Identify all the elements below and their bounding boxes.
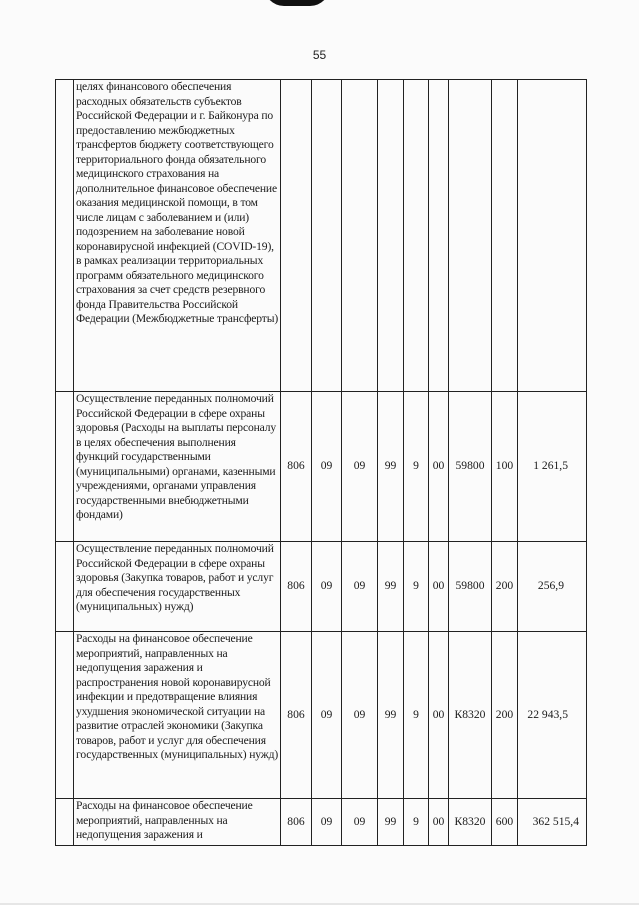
ministry-code: 806: [281, 632, 312, 799]
page-edge-mark: [264, 0, 330, 6]
row-index-cell: [56, 632, 74, 799]
section-code: 09: [312, 392, 342, 542]
ministry-code: 806: [281, 542, 312, 632]
ministry-code: 806: [281, 392, 312, 542]
expense-type-code: 200: [492, 542, 518, 632]
event-code: 00: [429, 632, 449, 799]
expense-name: Осуществление переданных полномочий Российской Федерации в сфере охраны здоровья (Закупка товаров, работ и услуг для обеспечения государственных (муниципальных) нужд): [74, 542, 281, 632]
amount: [518, 80, 587, 392]
row-index-cell: [56, 542, 74, 632]
program-code: 99: [378, 632, 404, 799]
table-row: [56, 392, 587, 542]
direction-code: 59800: [449, 392, 492, 542]
expense-type-code: 200: [492, 632, 518, 799]
amount: 256,9: [518, 542, 587, 632]
event-code: 00: [429, 392, 449, 542]
budget-table: [55, 79, 587, 846]
subprogram-code: 9: [404, 392, 429, 542]
ministry-code: [281, 80, 312, 392]
subprogram-code: 9: [404, 542, 429, 632]
direction-code: К8320: [449, 799, 492, 846]
subprogram-code: 9: [404, 799, 429, 846]
subsection-code: [342, 80, 378, 392]
direction-code: К8320: [449, 632, 492, 799]
table-row: [56, 632, 587, 799]
table-row: [56, 80, 587, 392]
event-code: 00: [429, 542, 449, 632]
section-code: 09: [312, 799, 342, 846]
subsection-code: 09: [342, 632, 378, 799]
page-number: 55: [312, 48, 327, 62]
table-row: [56, 799, 587, 846]
ministry-code: 806: [281, 799, 312, 846]
amount: 22 943,5: [518, 632, 587, 799]
expense-name: целях финансового обеспечения расходных обязательств субъектов Российской Федерации и г. Байконура по предоставлению межбюджетных трансфертов бюджету соответствующего территориального фонда обязательного медицинского страхования на дополнительное финансовое обеспечение оказания медицинской помощи, в том числе лицам с заболеванием и (или) подозрением на заболевание новой коронавирусной инфекцией (COVID-19), в рамках реализации территориальных программ обязательного медицинского страхования за счет средств резервного фонда Правительства Российской Федерации (Межбюджетные трансферты): [74, 80, 281, 392]
event-code: [429, 80, 449, 392]
subprogram-code: [404, 80, 429, 392]
expense-name: Осуществление переданных полномочий Российской Федерации в сфере охраны здоровья (Расходы на выплаты персоналу в целях обеспечения выполнения функций государственными (муниципальными) органами, казенными учреждениями, органами управления государственными внебюджетными фондами): [74, 392, 281, 542]
event-code: 00: [429, 799, 449, 846]
direction-code: [449, 80, 492, 392]
subsection-code: 09: [342, 542, 378, 632]
row-index-cell: [56, 80, 74, 392]
program-code: [378, 80, 404, 392]
section-code: [312, 80, 342, 392]
row-index-cell: [56, 392, 74, 542]
expense-type-code: 600: [492, 799, 518, 846]
table-row: [56, 542, 587, 632]
expense-type-code: [492, 80, 518, 392]
amount: 362 515,4: [518, 799, 587, 846]
program-code: 99: [378, 542, 404, 632]
direction-code: 59800: [449, 542, 492, 632]
row-index-cell: [56, 799, 74, 846]
expense-type-code: 100: [492, 392, 518, 542]
subsection-code: 09: [342, 392, 378, 542]
program-code: 99: [378, 392, 404, 542]
section-code: 09: [312, 632, 342, 799]
subsection-code: 09: [342, 799, 378, 846]
section-code: 09: [312, 542, 342, 632]
subprogram-code: 9: [404, 632, 429, 799]
expense-name: Расходы на финансовое обеспечение мероприятий, направленных на недопущения заражения и распространения новой коронавирусной инфекции и предотвращение влияния ухудшения экономической ситуации на развитие отраслей экономики (Закупка товаров, работ и услуг для обеспечения государственных (муниципальных) нужд): [74, 632, 281, 799]
amount: 1 261,5: [518, 392, 587, 542]
expense-name: Расходы на финансовое обеспечение мероприятий, направленных на недопущения заражения и: [74, 799, 281, 846]
program-code: 99: [378, 799, 404, 846]
